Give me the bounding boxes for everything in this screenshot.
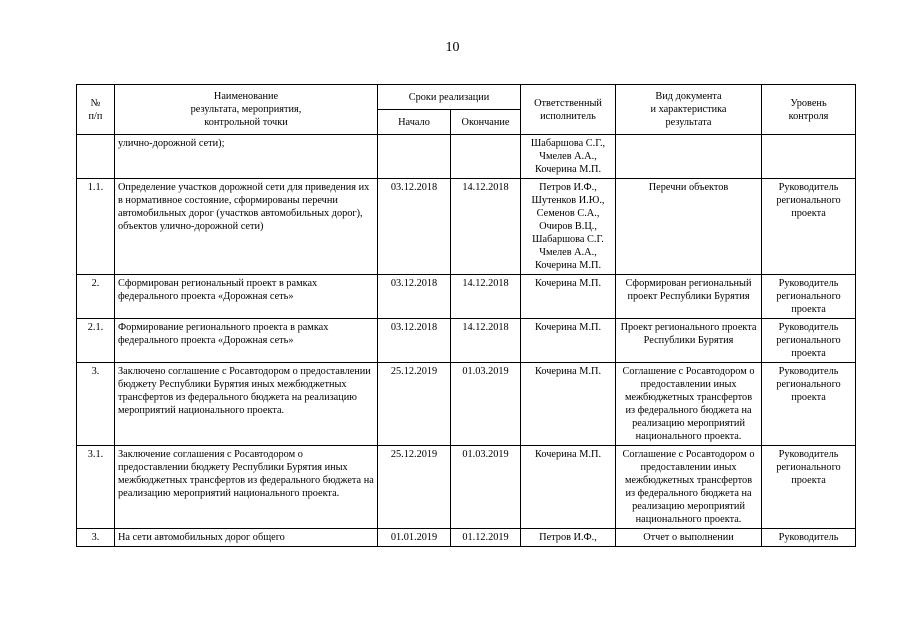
table-row	[77, 275, 856, 319]
row-end: 01.03.2019	[451, 363, 521, 446]
header-doc-type: Вид документа и характеристика результата	[616, 85, 762, 135]
row-doc: Соглашение с Росавтодором о предоставлении иных межбюджетных трансфертов из федерального бюджета на реализацию мероприятий национального проекта.	[616, 363, 762, 446]
row-end	[451, 135, 521, 179]
row-start: 03.12.2018	[378, 319, 451, 363]
row-name: Формирование регионального проекта в рамках федерального проекта «Дорожная сеть»	[115, 319, 378, 363]
row-control: Руководитель регионального проекта	[762, 446, 856, 529]
row-start: 25.12.2019	[378, 363, 451, 446]
header-deadlines: Сроки реализации	[378, 85, 521, 110]
row-name: На сети автомобильных дорог общего	[115, 529, 378, 547]
row-start	[378, 135, 451, 179]
table-row	[77, 529, 856, 547]
row-name: улично-дорожной сети);	[115, 135, 378, 179]
header-end: Окончание	[451, 110, 521, 135]
row-responsible: Кочерина М.П.	[521, 446, 616, 529]
row-num: 3.	[77, 529, 115, 547]
row-responsible: Кочерина М.П.	[521, 275, 616, 319]
row-doc: Перечни объектов	[616, 179, 762, 275]
row-name: Сформирован региональный проект в рамках федерального проекта «Дорожная сеть»	[115, 275, 378, 319]
row-responsible: Петров И.Ф.,	[521, 529, 616, 547]
row-control: Руководитель регионального проекта	[762, 179, 856, 275]
results-table	[76, 84, 856, 547]
table-row	[77, 135, 856, 179]
row-end: 14.12.2018	[451, 275, 521, 319]
row-control: Руководитель регионального проекта	[762, 275, 856, 319]
row-end: 14.12.2018	[451, 319, 521, 363]
row-end: 14.12.2018	[451, 179, 521, 275]
row-responsible: Кочерина М.П.	[521, 363, 616, 446]
header-control: Уровень контроля	[762, 85, 856, 135]
table-row	[77, 319, 856, 363]
row-control	[762, 135, 856, 179]
row-responsible: Шабаршова С.Г., Чмелев А.А., Кочерина М.П.	[521, 135, 616, 179]
row-control: Руководитель регионального проекта	[762, 363, 856, 446]
row-doc: Соглашение с Росавтодором о предоставлении иных межбюджетных трансфертов из федерального бюджета на реализацию мероприятий национального проекта.	[616, 446, 762, 529]
row-num: 3.1.	[77, 446, 115, 529]
row-num: 3.	[77, 363, 115, 446]
row-name: Определение участков дорожной сети для приведения их в нормативное состояние, сформированы перечни автомобильных дорог (участков автомобильных дорог), объектов улично-дорожной сети)	[115, 179, 378, 275]
row-responsible: Петров И.Ф., Шутенков И.Ю., Семенов С.А., Очиров В.Ц., Шабаршова С.Г. Чмелев А.А., Кочерина М.П.	[521, 179, 616, 275]
row-start: 25.12.2019	[378, 446, 451, 529]
row-num: 2.1.	[77, 319, 115, 363]
row-doc	[616, 135, 762, 179]
table-row	[77, 363, 856, 446]
row-control: Руководитель регионального проекта	[762, 319, 856, 363]
header-name: Наименование результата, мероприятия, контрольной точки	[115, 85, 378, 135]
row-start: 03.12.2018	[378, 179, 451, 275]
header-responsible: Ответственный исполнитель	[521, 85, 616, 135]
row-end: 01.12.2019	[451, 529, 521, 547]
row-control: Руководитель	[762, 529, 856, 547]
row-responsible: Кочерина М.П.	[521, 319, 616, 363]
row-name: Заключение соглашения с Росавтодором о предоставлении бюджету Республики Бурятия иных межбюджетных трансфертов из федерального бюджета на реализацию мероприятий национального проекта.	[115, 446, 378, 529]
row-num: 2.	[77, 275, 115, 319]
row-doc: Сформирован региональный проект Республики Бурятия	[616, 275, 762, 319]
table-row	[77, 446, 856, 529]
row-end: 01.03.2019	[451, 446, 521, 529]
row-doc: Проект регионального проекта Республики Бурятия	[616, 319, 762, 363]
row-doc: Отчет о выполнении	[616, 529, 762, 547]
row-num	[77, 135, 115, 179]
header-start: Начало	[378, 110, 451, 135]
row-start: 03.12.2018	[378, 275, 451, 319]
row-name: Заключено соглашение с Росавтодором о предоставлении бюджету Республики Бурятия иных межбюджетных трансфертов из федерального бюджета на реализацию мероприятий национального проекта.	[115, 363, 378, 446]
header-num: № п/п	[77, 85, 115, 135]
table-row	[77, 179, 856, 275]
page-number: 10	[445, 40, 460, 55]
row-num: 1.1.	[77, 179, 115, 275]
row-start: 01.01.2019	[378, 529, 451, 547]
